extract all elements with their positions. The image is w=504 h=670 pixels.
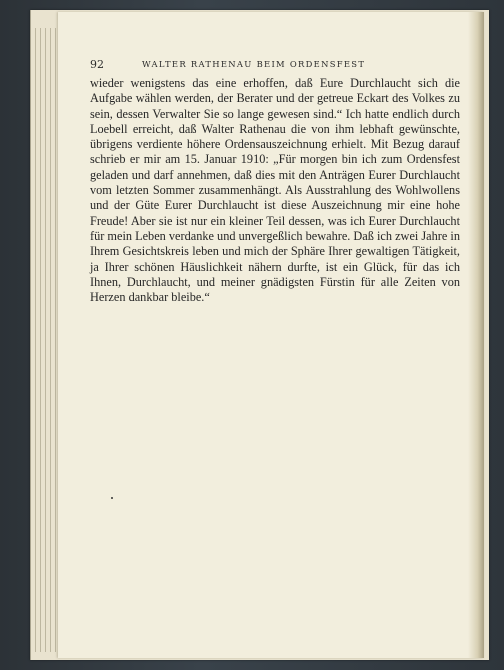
text-line: vom letzten Sommer zusammenhängt. Als Ausstrahlung des Wohlwollens: [90, 183, 460, 198]
ink-speck: [111, 497, 113, 499]
body-text: [90, 76, 460, 305]
page-edge: [40, 28, 41, 652]
text-line: übrigens verdiente höhere Ordensauszeichnung erhielt. Mit Bezug darauf: [90, 137, 460, 152]
page-edge: [45, 28, 46, 652]
text-line: geladen und darf annehmen, daß dies mit den Anträgen Eurer Durchlaucht: [90, 167, 460, 182]
page-edge: [50, 28, 51, 652]
text-line: Aufgabe wählen werden, der Berater und der getreue Eckart des Volkes zu: [90, 91, 460, 106]
text-line: für mein Leben verdanke und unvergeßlich bewahre. Daß ich zwei Jahre in: [90, 228, 460, 243]
text-line: Ihrem Gesichtskreis leben und mich der Sphäre Ihrer gewaltigen Tätigkeit,: [90, 244, 460, 259]
page-edge: [35, 28, 36, 652]
page-gutter: [468, 12, 484, 658]
text-line: Ihnen, Durchlaucht, und meiner gnädigsten Fürstin für alle Zeiten von: [90, 274, 460, 289]
text-line: wieder wenigstens das eine erhoffen, daß Eure Durchlaucht sich die: [90, 76, 460, 90]
text-line: und der Güte Eurer Durchlaucht ist diese Auszeichnung mir eine hohe: [90, 198, 460, 213]
running-head: [90, 58, 462, 74]
text-line: schrieb er mir am 15. Januar 1910: „Für morgen bin ich zum Ordensfest: [90, 152, 460, 167]
text-line: Loebell erreicht, daß Walter Rathenau die von ihm lebhaft gewünschte,: [90, 121, 460, 136]
page-edge: [55, 28, 56, 652]
page-number: 92: [90, 58, 104, 71]
text-line: Herzen dankbar bleibe.“: [90, 290, 210, 305]
text-line: ja Ihrer schönen Häuslichkeit nähern durfte, ist ein Glück, für das ich: [90, 259, 460, 274]
text-line: sein, dessen Verwalter Sie so lange gewesen sind.“ Ich hatte endlich durch: [90, 106, 460, 121]
text-line: Freude! Aber sie ist nur ein kleiner Teil dessen, was ich Eurer Durchlaucht: [90, 213, 460, 228]
running-title: WALTER RATHENAU BEIM ORDENSFEST: [142, 59, 366, 69]
